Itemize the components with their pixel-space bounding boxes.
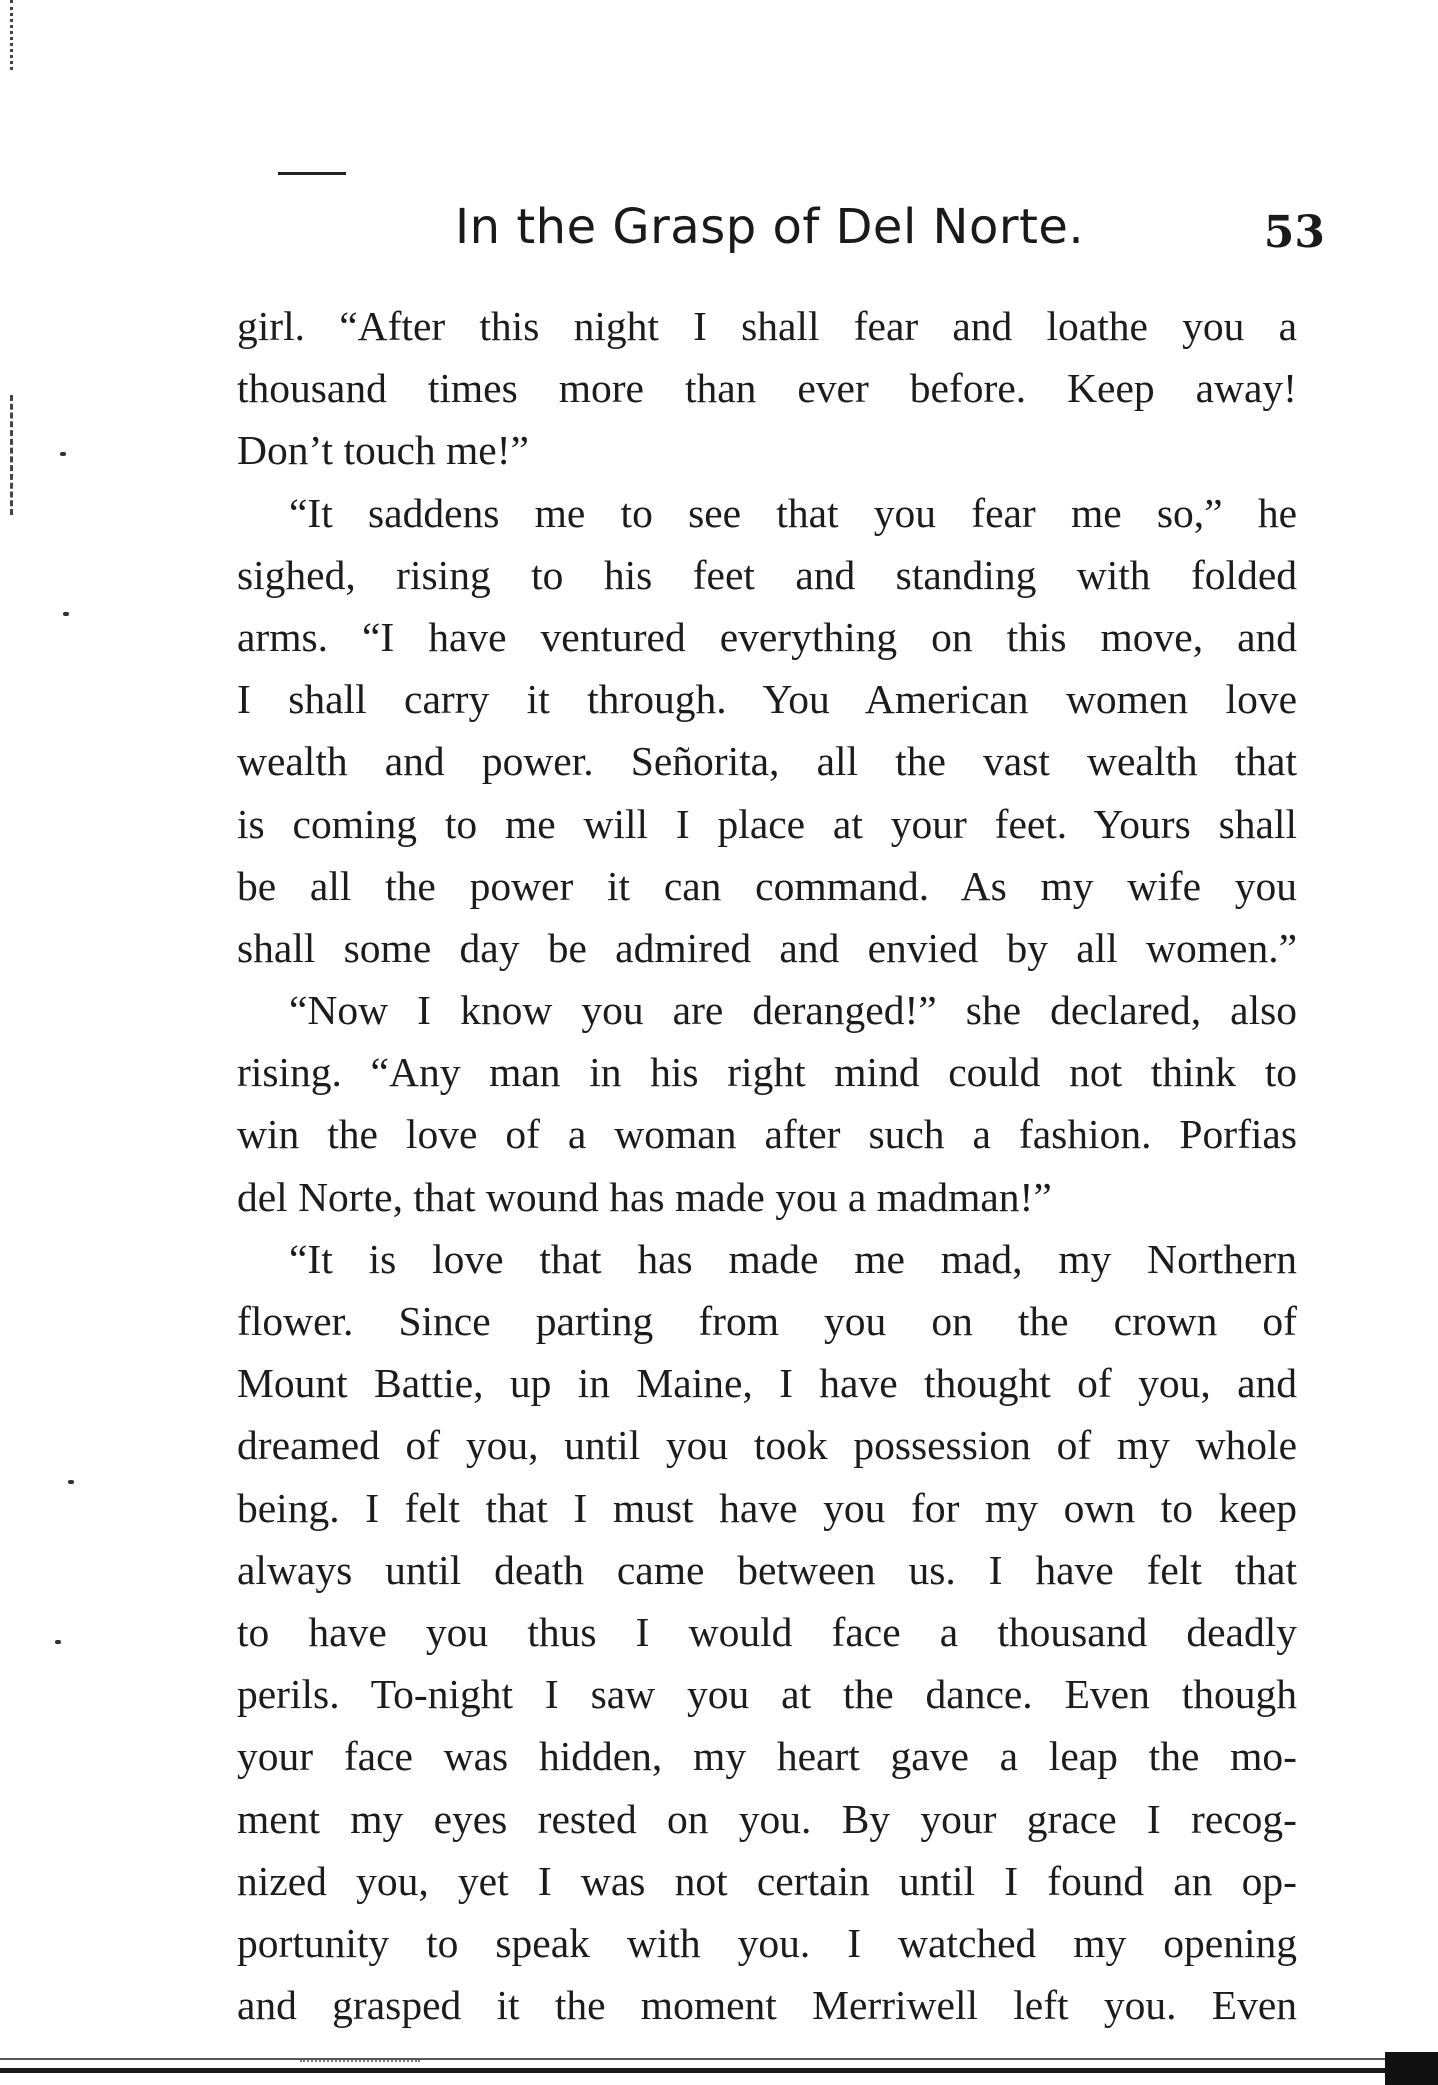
header-rule	[278, 172, 346, 175]
text-line: “It is love that has made me mad, my Northern	[289, 1235, 1297, 1282]
text-line: your face was hidden, my heart gave a leap the mo-	[237, 1733, 1297, 1780]
page-number: 53	[1263, 207, 1325, 258]
running-title: In the Grasp of Del Norte.	[455, 199, 1085, 255]
paragraph	[237, 295, 1297, 482]
scan-speck	[68, 1480, 74, 1484]
paragraph	[237, 482, 1297, 980]
text-line: I shall carry it through. You American women love	[237, 676, 1297, 723]
scan-margin-specks	[10, 0, 19, 70]
text-line: and grasped it the moment Merriwell left you. Even	[237, 1982, 1297, 2029]
scan-edge-bar	[0, 2068, 1438, 2073]
paragraph	[237, 1228, 1297, 2036]
text-line: girl. “After this night I shall fear and loathe you a	[237, 303, 1297, 349]
text-line: is coming to me will I place at your feet. Yours shall	[237, 800, 1297, 847]
text-line: win the love of a woman after such a fashion. Porfias	[237, 1111, 1297, 1158]
scan-corner-mark	[1385, 2052, 1438, 2085]
paragraph	[237, 979, 1297, 1228]
text-line: being. I felt that I must have you for my own to keep	[237, 1484, 1297, 1531]
text-line: rising. “Any man in his right mind could not think to	[237, 1049, 1297, 1096]
text-line: Mount Battie, up in Maine, I have thought of you, and	[237, 1360, 1297, 1407]
text-line: “Now I know you are deranged!” she declared, also	[289, 987, 1297, 1034]
text-line: sighed, rising to his feet and standing with folded	[237, 551, 1297, 598]
text-line: perils. To-night I saw you at the dance. Even though	[237, 1671, 1297, 1718]
text-line: flower. Since parting from you on the crown of	[237, 1298, 1297, 1344]
text-line: shall some day be admired and envied by all women.”	[237, 924, 1297, 971]
scan-speck	[63, 612, 69, 616]
text-line: Don’t touch me!”	[237, 427, 529, 474]
text-line: portunity to speak with you. I watched my opening	[237, 1919, 1297, 1966]
text-line: del Norte, that wound has made you a madman!”	[237, 1173, 1052, 1220]
text-line: dreamed of you, until you took possession of my whole	[237, 1422, 1297, 1469]
scan-speck	[55, 1640, 61, 1644]
text-line: ment my eyes rested on you. By your grace I recog-	[237, 1795, 1297, 1842]
text-line: be all the power it can command. As my wife you	[237, 862, 1297, 909]
text-line: to have you thus I would face a thousand deadly	[237, 1608, 1297, 1655]
text-line: thousand times more than ever before. Keep away!	[237, 365, 1297, 412]
scan-edge-line	[0, 2058, 1400, 2060]
text-line: wealth and power. Señorita, all the vast wealth that	[237, 738, 1297, 785]
text-line: “It saddens me to see that you fear me so,” he	[289, 489, 1297, 536]
text-line: nized you, yet I was not certain until I found an op-	[237, 1857, 1297, 1904]
text-line: always until death came between us. I have felt that	[237, 1546, 1297, 1593]
body-text	[237, 295, 1297, 2036]
text-line: arms. “I have ventured everything on this move, and	[237, 613, 1297, 660]
scan-margin-specks	[10, 395, 19, 515]
scan-speck	[60, 452, 66, 456]
